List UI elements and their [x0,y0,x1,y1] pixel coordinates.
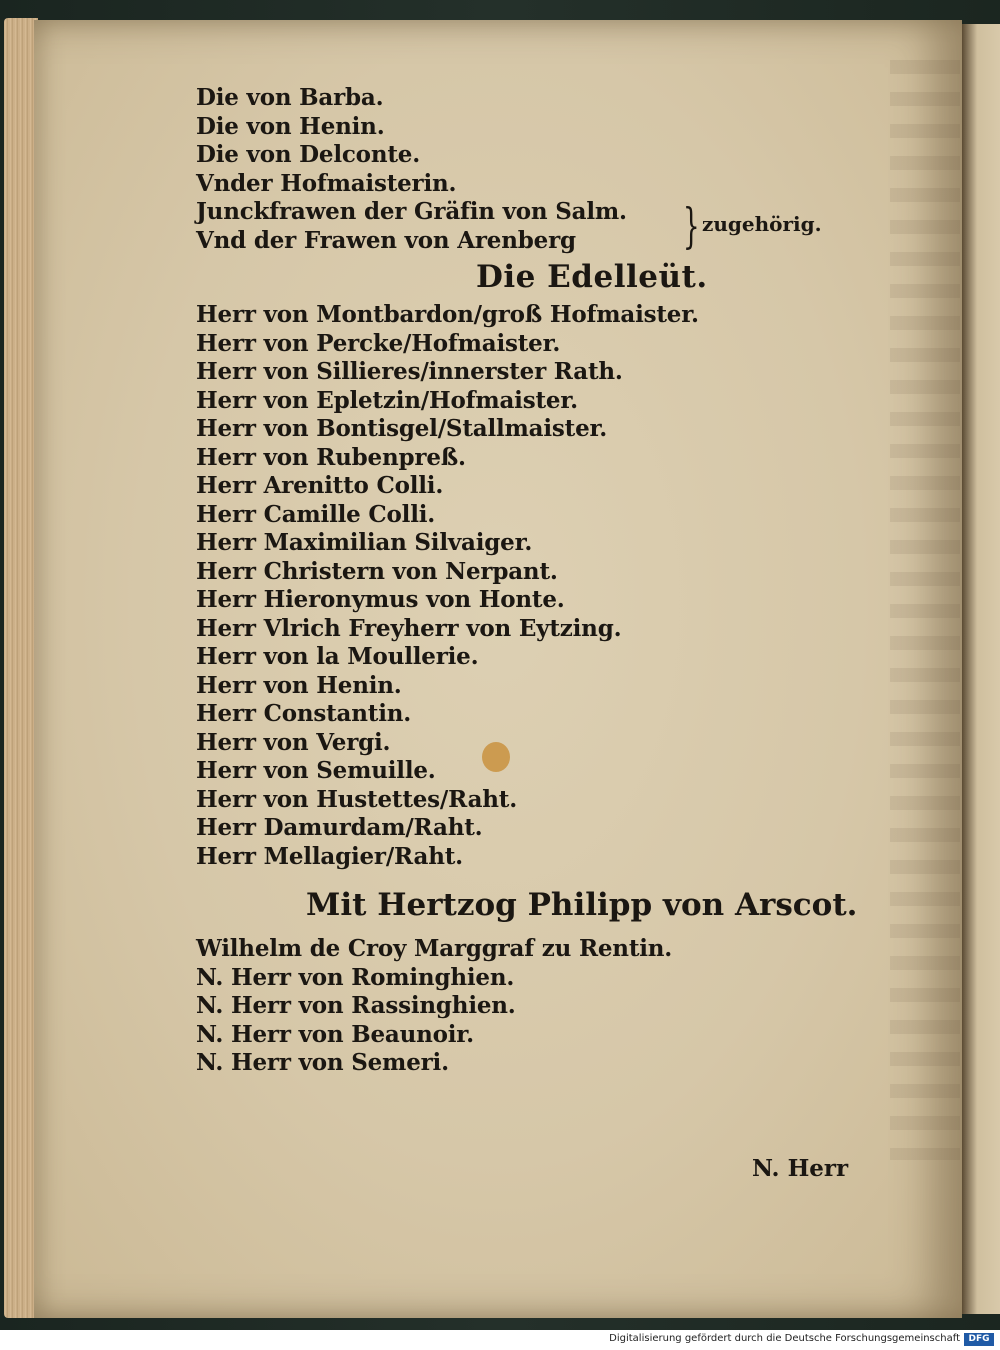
bracketed-lines [196,198,916,255]
list-item: Herr Mellagier/Raht. [196,842,463,870]
bracketed-line-1: Junckfrawen der Gräfin von Salm. [196,198,627,225]
list-item: N. Herr von Rominghien. [196,963,515,991]
list-item: Herr Camille Colli. [196,500,436,528]
list-item: Herr von Vergi. [196,728,391,756]
footer-bar [0,1330,1000,1350]
list-item: Herr Maximilian Silvaiger. [196,529,533,556]
list-item: Herr von Hustettes/Raht. [196,785,518,813]
list-item: Herr Christern von Nerpant. [196,557,558,585]
section-heading-arscot: Mit Hertzog Philipp von Arscot. [306,887,858,923]
list-item: Herr von Semuille. [196,757,436,784]
brace-label: zugehörig. [702,212,822,236]
list-item: Herr von Rubenpreß. [196,443,466,471]
edelleut-list [196,301,916,871]
list-item: Herr von Sillieres/innerster Rath. [196,358,623,385]
section-heading-edelleut: Die Edelleüt. [476,259,708,295]
list-item: Herr von Henin. [196,671,402,699]
text-line: Die von Delconte. [196,141,421,168]
footer-credit: Digitalisierung gefördert durch die Deutsche Forschungsgemeinschaft [609,1333,960,1344]
list-item: Herr Damurdam/Raht. [196,814,483,841]
list-item: N. Herr von Semeri. [196,1049,449,1076]
brace-icon: } [682,198,700,254]
bracketed-line-2: Vnd der Frawen von Arenberg [196,226,576,254]
page-text [196,84,916,1078]
arscot-list [196,935,916,1078]
catchword: N. Herr [752,1155,849,1182]
list-item: Herr Vlrich Freyherr von Eytzing. [196,614,622,642]
list-item: N. Herr von Rassinghien. [196,992,516,1019]
list-item: Herr Hieronymus von Honte. [196,586,565,613]
text-line: Die von Henin. [196,112,385,140]
book-page-edges [4,18,38,1318]
list-item: Herr Arenitto Colli. [196,472,444,499]
list-item: Herr von Montbardon/groß Hofmaister. [196,301,699,328]
text-line: Die von Barba. [196,84,384,111]
facing-page-edge [962,24,1000,1314]
list-item: N. Herr von Beaunoir. [196,1020,474,1048]
list-item: Herr von la Moullerie. [196,643,479,670]
text-line: Vnder Hofmaisterin. [196,169,457,197]
list-item: Wilhelm de Croy Marggraf zu Rentin. [196,935,673,962]
list-item: Herr von Percke/Hofmaister. [196,329,561,357]
dfg-logo: DFG [964,1333,994,1346]
list-item: Herr von Bontisgel/Stallmaister. [196,415,608,442]
list-item: Herr Constantin. [196,700,412,727]
list-item: Herr von Epletzin/Hofmaister. [196,386,578,414]
